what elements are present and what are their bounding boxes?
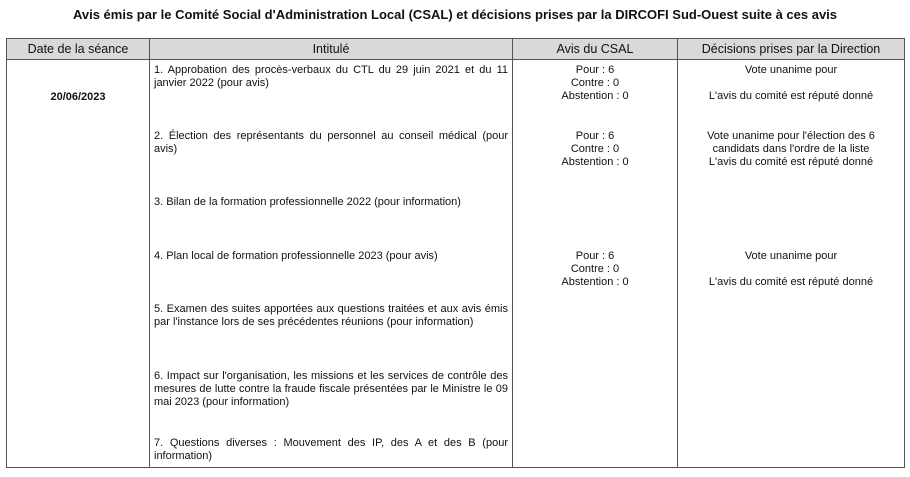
decision-block-4 [678, 250, 904, 289]
avis-contre: Contre : 0 [570, 77, 620, 89]
decision-block-1 [678, 64, 904, 103]
avis-block-4 [513, 250, 677, 289]
header-intitule: Intitulé [150, 39, 513, 60]
header-date: Date de la séance [7, 39, 150, 60]
agenda-item-4: 4. Plan local de formation professionnelle 2023 (pour avis) [154, 250, 438, 262]
decision-line [678, 263, 904, 276]
decision-line: candidats dans l'ordre de la liste [712, 143, 870, 155]
decision-line [678, 77, 904, 90]
decision-line: L'avis du comité est réputé donné [708, 156, 874, 168]
avis-pour: Pour : 6 [575, 250, 615, 262]
avis-pour: Pour : 6 [575, 64, 615, 76]
avis-abstention: Abstention : 0 [561, 90, 629, 102]
header-avis: Avis du CSAL [513, 39, 678, 60]
decision-line: Vote unanime pour [744, 64, 838, 76]
avis-pour: Pour : 6 [575, 130, 615, 142]
avis-cell [513, 60, 678, 468]
decision-line: L'avis du comité est réputé donné [708, 90, 874, 102]
date-cell [7, 60, 150, 468]
table-header-row [7, 39, 905, 60]
agenda-item-7: 7. Questions diverses : Mouvement des IP, des A et des B (pour information) [154, 437, 508, 462]
agenda-item-5: 5. Examen des suites apportées aux questions traitées et aux avis émis par l'instance lors de ses précédentes réunions (pour information) [154, 303, 508, 328]
decision-line: Vote unanime pour l'élection des 6 [707, 130, 875, 142]
avis-block-1 [513, 64, 677, 103]
avis-block-2 [513, 130, 677, 169]
agenda-item-3: 3. Bilan de la formation professionnelle 2022 (pour information) [154, 196, 461, 208]
header-decisions: Décisions prises par la Direction [678, 39, 905, 60]
table-row [7, 60, 905, 468]
decision-block-2 [678, 130, 904, 169]
agenda-item-2: 2. Élection des représentants du personnel au conseil médical (pour avis) [154, 130, 508, 155]
avis-abstention: Abstention : 0 [561, 276, 629, 288]
seance-date: 20/06/2023 [50, 91, 106, 103]
decisions-cell [678, 60, 905, 468]
decision-line: L'avis du comité est réputé donné [708, 276, 874, 288]
document-title: Avis émis par le Comité Social d'Administration Local (CSAL) et décisions prises par la DIRCOFI Sud-Ouest suite à ces avis [72, 7, 838, 22]
intitule-cell [150, 60, 513, 468]
avis-abstention: Abstention : 0 [561, 156, 629, 168]
agenda-item-1: 1. Approbation des procès-verbaux du CTL du 29 juin 2021 et du 11 janvier 2022 (pour avis) [154, 64, 508, 89]
decision-line: Vote unanime pour [744, 250, 838, 262]
agenda-item-6: 6. Impact sur l'organisation, les missions et les services de contrôle des mesures de lutte contre la fraude fiscale présentées par le Ministre le 09 mai 2023 (pour information) [154, 370, 508, 408]
avis-contre: Contre : 0 [570, 143, 620, 155]
avis-contre: Contre : 0 [570, 263, 620, 275]
avis-table [6, 38, 905, 468]
